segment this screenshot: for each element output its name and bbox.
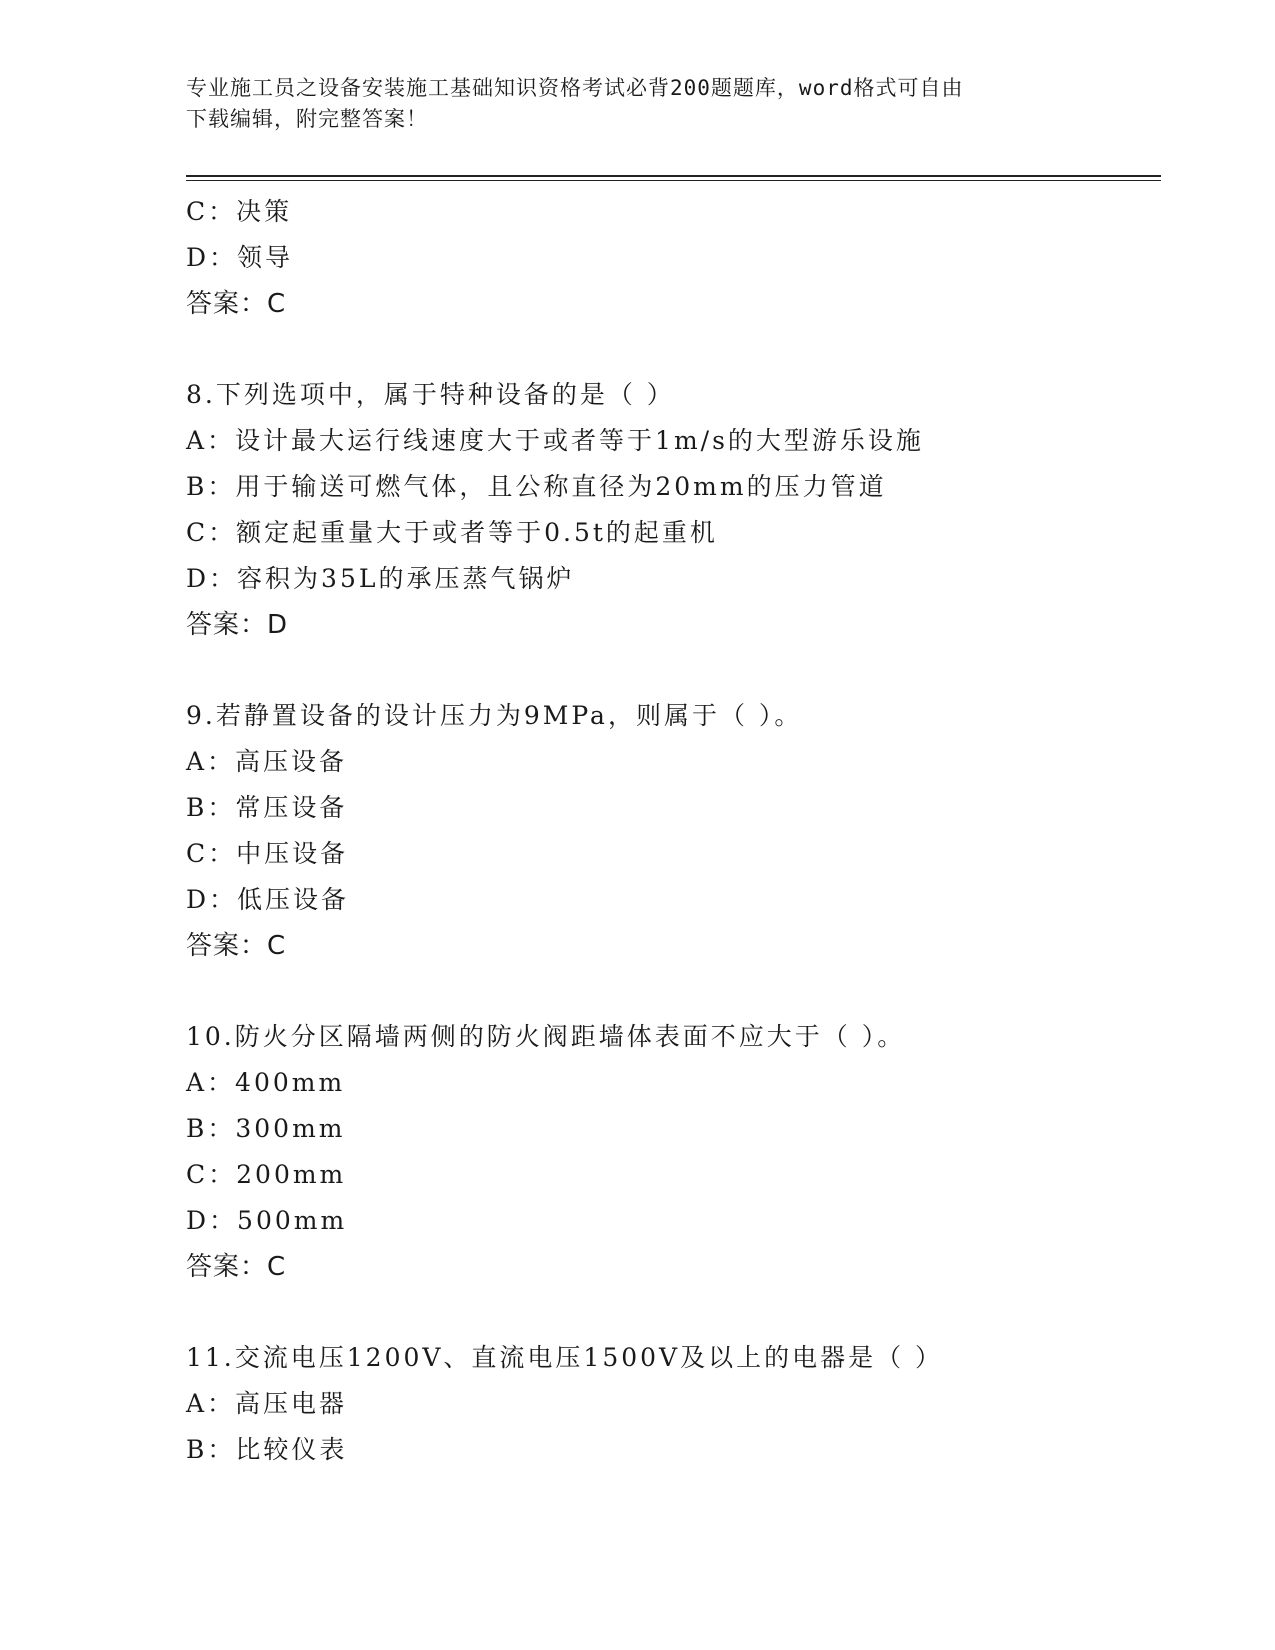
option-d: D：容积为35L的承压蒸气锅炉 <box>186 564 575 593</box>
option-a: A：400mm <box>186 1068 346 1097</box>
question-stem: 10.防火分区隔墙两侧的防火阀距墙体表面不应大于（ ）。 <box>186 1022 906 1051</box>
spacer <box>186 327 1166 372</box>
question-stem: 11.交流电压1200V、直流电压1500V及以上的电器是（ ） <box>186 1343 944 1372</box>
option-b: B：常压设备 <box>186 793 348 822</box>
answer-line: 答案：C <box>186 289 287 319</box>
spacer <box>186 1290 1166 1335</box>
option-a: A：高压设备 <box>186 747 348 776</box>
answer-line: 答案：C <box>186 931 287 961</box>
option-c: C：中压设备 <box>186 839 349 868</box>
option-b: B：300mm <box>186 1114 346 1143</box>
answer-line: 答案：D <box>186 610 289 640</box>
option-b: B：比较仪表 <box>186 1435 348 1464</box>
option-b: B：用于输送可燃气体，且公称直径为20mm的压力管道 <box>186 472 887 501</box>
spacer <box>186 648 1166 693</box>
option-d: D：领导 <box>186 243 294 272</box>
option-a: A：高压电器 <box>186 1389 348 1418</box>
option-c: C：额定起重量大于或者等于0.5t的起重机 <box>186 518 718 547</box>
spacer <box>186 969 1166 1014</box>
header-line-2: 下载编辑，附完整答案！ <box>186 107 428 131</box>
question-stem: 8.下列选项中，属于特种设备的是（ ） <box>186 380 675 409</box>
option-c: C：200mm <box>186 1160 347 1189</box>
header-divider <box>186 175 1161 181</box>
header-line-1: 专业施工员之设备安装施工基础知识资格考试必背200题题库，word格式可自由 <box>186 76 964 100</box>
document-page <box>186 0 1166 1473</box>
answer-line: 答案：C <box>186 1252 287 1282</box>
question-11 <box>186 1335 1166 1473</box>
question-list <box>186 189 1166 1473</box>
question-10 <box>186 1014 1166 1290</box>
question-8 <box>186 372 1166 648</box>
question-stem: 9.若静置设备的设计压力为9MPa，则属于（ ）。 <box>186 701 803 730</box>
option-d: D：500mm <box>186 1206 348 1235</box>
option-c: C：决策 <box>186 197 293 226</box>
option-d: D：低压设备 <box>186 885 350 914</box>
document-header <box>186 73 1066 135</box>
question-7-continuation <box>186 189 1166 327</box>
option-a: A：设计最大运行线速度大于或者等于1m/s的大型游乐设施 <box>186 426 924 455</box>
question-9 <box>186 693 1166 969</box>
